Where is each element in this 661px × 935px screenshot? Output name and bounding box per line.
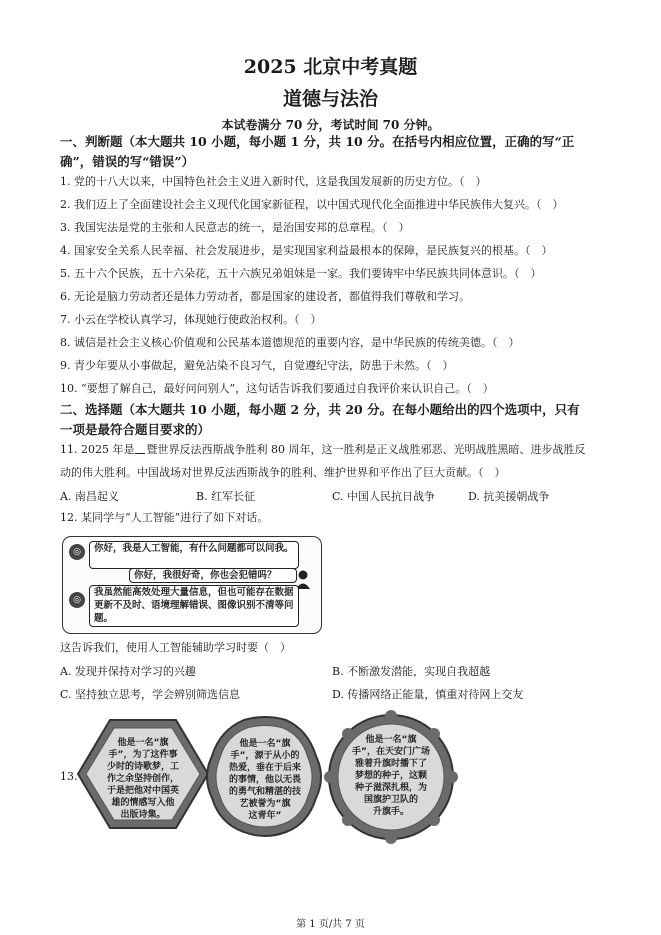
- badge2-line: 热爱，垂在于后来: [228, 763, 302, 773]
- ai-chat-figure: [62, 536, 322, 634]
- question-11-line2: 动的伟大胜利。中国战场对世界反法西斯战争的胜利、维护世界和平作出了巨大贡献。（ ）: [60, 466, 506, 479]
- badge-circle: [324, 710, 458, 844]
- q11-option-c: C. 中国人民抗日战争: [332, 490, 436, 503]
- user-message: 你好，我很好奇，你也会犯错吗？: [129, 568, 297, 583]
- question-8: 8. 诚信是社会主义核心价值观和公民基本道德规范的重要内容，是中华民族的传统美德。（ ）: [60, 336, 520, 349]
- badge-octagon: [204, 716, 326, 838]
- badge2-line: 艺被誉为“旗: [239, 799, 291, 809]
- badge3-line: 梦想的种子，这颗: [354, 771, 428, 781]
- question-4: 4. 国家安全关系人民幸福、社会发展进步，是实现国家利益最根本的保障，是民族复兴的根基。（ ）: [60, 244, 553, 257]
- badge1-line: 出版诗集。: [120, 810, 166, 820]
- question-1: 1. 党的十八大以来，中国特色社会主义进入新时代，这是我国发展新的历史方位。（ ）: [60, 175, 487, 188]
- ai-message-1: 你好，我是人工智能，有什么问题都可以问我。: [89, 541, 299, 569]
- badge2-line: 的勇气和精湛的技: [228, 787, 302, 797]
- badge1-line: 雄的情感写入他: [111, 798, 175, 808]
- badge3-line: 国旗护卫队的: [363, 795, 419, 805]
- q12-option-c: C. 坚持独立思考，学会辨别筛选信息: [60, 688, 241, 701]
- badge3-line: 雅着升旗时播下了: [354, 759, 428, 769]
- robot-icon: ◎: [69, 592, 85, 608]
- question-2: 2. 我们迈上了全面建设社会主义现代化国家新征程，以中国式现代化全面推进中华民族伟大复兴。（ ）: [60, 198, 564, 211]
- question-13-number: 13.: [60, 770, 78, 783]
- question-5: 5. 五十六个民族，五十六朵花，五十六族兄弟姐妹是一家。我们要铸牢中华民族共同体意识。（ ）: [60, 267, 542, 280]
- question-6: 6. 无论是脑力劳动者还是体力劳动者，都是国家的建设者，都值得我们尊敬和学习。: [60, 290, 470, 303]
- q12-option-b: B. 不断激发潜能，实现自我超越: [332, 665, 491, 678]
- badge1-line: 手”，为了这件事: [108, 750, 178, 760]
- exam-title: 2025 北京中考真题: [243, 56, 418, 78]
- badge3-line: 手”，在天安门广场: [352, 747, 430, 757]
- q11-option-b: B. 红军长征: [196, 490, 256, 503]
- question-11: 11. 2025 年是 暨世界反法西斯战争胜利 80 周年，这一胜利是正义战胜邪恶、光明战胜黑暗、进步战胜反: [60, 443, 586, 456]
- robot-icon: ◎: [69, 544, 85, 560]
- badge3-line: 升旗手。: [372, 807, 410, 817]
- badge3-line: 种子滋深扎根，为: [354, 783, 428, 793]
- exam-info: 本试卷满分 70 分，考试时间 70 分钟。: [221, 118, 440, 132]
- badge1-line: 少时的诗歌梦，工: [106, 762, 180, 772]
- q12-option-d: D. 传播网络正能量，慎重对待网上交友: [332, 688, 524, 701]
- question-12-prompt: 这告诉我们，使用人工智能辅助学习时要（ ）: [60, 641, 291, 654]
- question-3: 3. 我国宪法是党的主张和人民意志的统一，是治国安邦的总章程。（ ）: [60, 221, 410, 234]
- question-12: 12. 某同学与“人工智能”进行了如下对话。: [60, 511, 269, 524]
- question-7: 7. 小云在学校认真学习，体现她行使政治权利。（ ）: [60, 313, 322, 326]
- exam-subject: 道德与法治: [282, 88, 378, 110]
- section1-heading: 一、判断题（本大题共 10 小题，每小题 1 分，共 10 分。在括号内相应位置，正确的写“正 确”，错误的写“错误”）: [60, 134, 575, 169]
- badge2-line: 他是一名“旗: [239, 739, 291, 749]
- page-footer: 第 1 页/共 7 页: [296, 919, 365, 930]
- badge1-line: 他是一名“旗: [117, 738, 169, 748]
- badge1-line: 于是把他对中国英: [106, 786, 180, 796]
- badge2-line: 这青年”: [248, 811, 282, 821]
- badge3-line: 他是一名“旗: [365, 735, 417, 745]
- q11-option-d: D. 抗美援朝战争: [468, 490, 550, 503]
- badge2-line: 手”，源于从小的: [230, 751, 300, 761]
- question-9: 9. 青少年要从小事做起，避免沾染不良习气，自觉遵纪守法，防患于未然。（ ）: [60, 359, 454, 372]
- badge1-line: 作之余坚持创作，: [106, 774, 180, 784]
- section2-heading: 二、选择题（本大题共 10 小题，每小题 2 分，共 20 分。在每小题给出的四个选项中，只有 一项是最符合题目要求的）: [60, 402, 580, 437]
- ai-message-2: 我虽然能高效处理大量信息，但也可能存在数据更新不及时、语境理解错误、图像识别不清等问题。: [89, 585, 299, 627]
- question-10: 10. “要想了解自己，最好问问别人”，这句话告诉我们要通过自我评价来认识自己。（ ）: [60, 382, 494, 395]
- q12-option-a: A. 发现并保持对学习的兴趣: [60, 665, 196, 678]
- q11-option-a: A. 南昌起义: [60, 490, 119, 503]
- answer-blank: [135, 442, 145, 454]
- badge-hexagon: [76, 718, 210, 830]
- badge2-line: 的事情，他以无畏: [228, 775, 302, 785]
